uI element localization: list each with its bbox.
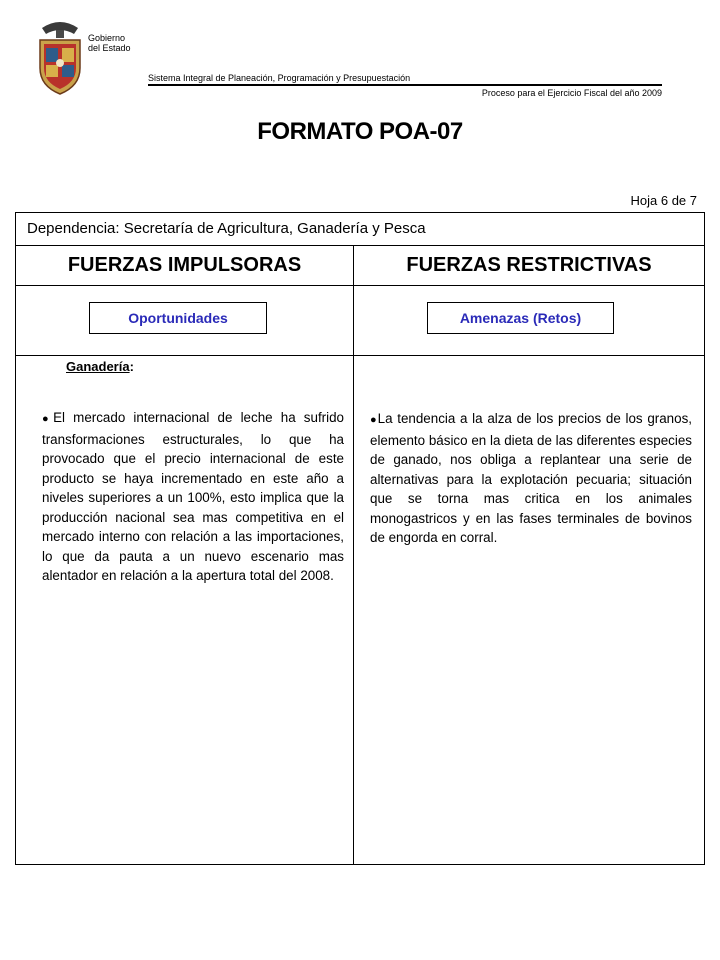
column-divider <box>353 245 354 865</box>
sheet-number: Hoja 6 de 7 <box>630 193 697 208</box>
section-label <box>66 359 134 374</box>
threats-label: Amenazas (Retos) <box>427 302 614 334</box>
restrictive-forces-heading: FUERZAS RESTRICTIVAS <box>354 245 704 286</box>
opportunity-text: El mercado internacional de leche ha sufrido transformaciones estructurales, lo que ha provocado que el precio internacional de este producto se haya incrementado en este año a niveles superiores a un 100%, esto implica que la producción nacional sea mas competitiva en el mercado interno con relación a las importaciones, lo que da pauta a un nuevo escenario mas alentador en relación a la apertura total del 2008. <box>42 410 344 583</box>
system-title: Sistema Integral de Planeación, Programación y Presupuestación <box>148 73 411 83</box>
opportunity-paragraph <box>42 408 344 586</box>
bullet-icon: ● <box>370 414 378 426</box>
driving-forces-heading: FUERZAS IMPULSORAS <box>16 245 353 286</box>
threat-paragraph <box>370 409 692 548</box>
state-seal-icon <box>36 18 84 96</box>
dependency-row <box>16 213 704 246</box>
section-suffix: : <box>129 359 134 374</box>
opportunities-label: Oportunidades <box>89 302 267 334</box>
header-rule <box>148 84 662 86</box>
process-title: Proceso para el Ejercicio Fiscal del año 2009 <box>481 88 662 98</box>
subheading-separator <box>16 355 704 356</box>
government-label: Gobierno del Estado <box>88 33 131 53</box>
document-title: FORMATO POA-07 <box>257 118 463 145</box>
poa-form <box>15 212 705 865</box>
bullet-icon: ● <box>42 413 54 425</box>
dependency-text: Dependencia: Secretaría de Agricultura, Ganadería y Pesca <box>27 220 426 237</box>
threat-text: La tendencia a la alza de los precios de los granos, elemento básico en la dieta de las diferentes especies de ganado, nos obliga a replantear una serie de alternativas para la explotación pecuaria; situación que se torna mas critica en los animales monogastricos y en las fases terminales de bovinos de engorda en corral. <box>370 411 692 545</box>
section-name: Ganadería <box>66 359 130 374</box>
